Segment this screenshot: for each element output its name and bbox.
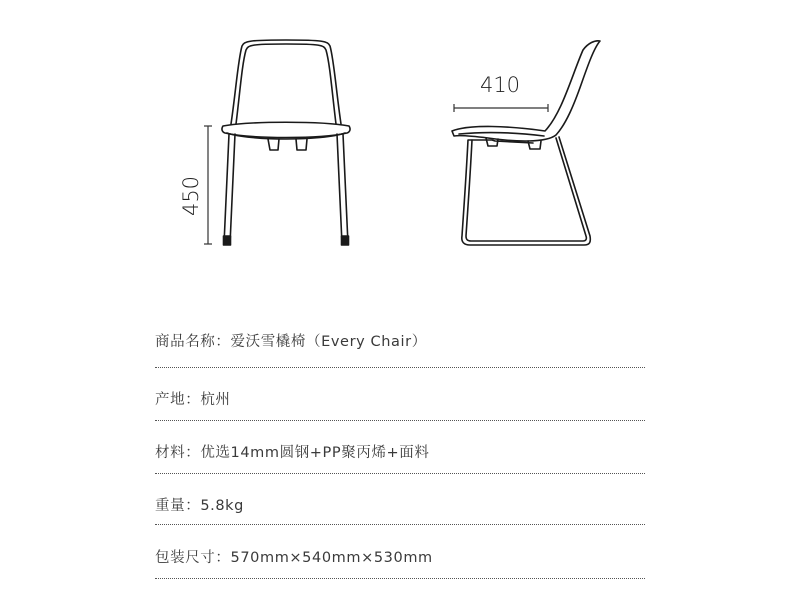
height-label: 450 [179,175,203,217]
front-backrest-inner [236,44,336,124]
spec-label: 产地： [155,392,201,408]
side-shell [452,41,600,141]
divider [155,473,645,474]
spec-label: 材料： [155,445,201,461]
front-bracket-right [296,139,307,150]
spec-row-material [155,439,645,467]
spec-row-package-size [155,544,645,572]
front-leg-left [224,134,235,244]
chair-front-view [222,40,350,245]
divider [155,367,645,368]
depth-label: 410 [479,73,521,97]
spec-value: 优选14mm圆钢+PP聚丙烯+面料 [200,445,430,461]
divider [155,578,645,579]
spec-label: 包装尺寸： [155,550,231,566]
height-dimension [204,126,212,244]
side-frame [462,137,591,245]
front-foot-left [224,236,231,245]
front-backrest [231,40,341,124]
spec-row-weight [155,492,645,520]
spec-label: 商品名称： [155,334,231,350]
divider [155,524,645,525]
spec-value: 570mm×540mm×530mm [230,550,433,566]
front-foot-right [342,236,349,245]
chair-side-view [452,41,600,245]
spec-value: 5.8kg [200,498,244,514]
spec-row-origin [155,386,645,414]
divider [155,420,645,421]
spec-label: 重量： [155,498,201,514]
front-bracket-left [268,139,279,150]
front-seat [222,122,350,137]
spec-value: 爱沃雪橇椅（Every Chair） [230,334,427,350]
side-frame-inner [466,138,586,241]
spec-value: 杭州 [200,392,231,408]
depth-dimension [454,104,548,112]
spec-row-product-name [155,328,645,356]
front-leg-right [337,134,348,244]
